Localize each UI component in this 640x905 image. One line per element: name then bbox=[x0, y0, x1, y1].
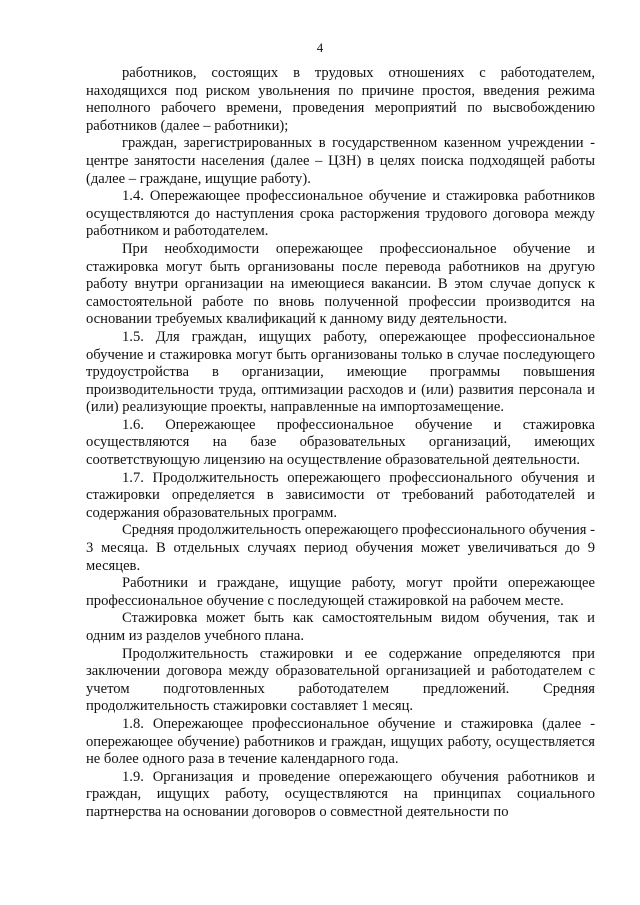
paragraph-1-7: 1.7. Продолжительность опережающего профессионального обучения и стажировки определяется в зависимости от требований работодателей и содержания образовательных программ. bbox=[86, 469, 595, 521]
paragraph-average-duration: Средняя продолжительность опережающего профессионального обучения - 3 месяца. В отдельных случаях период обучения может увеличиваться до 9 месяцев. bbox=[86, 522, 595, 574]
paragraph-internship-duration: Продолжительность стажировки и ее содержание определяются при заключении договора между образовательной организацией и работодателем с учетом подготовленных работодателем предложений. Средняя продолжительность стажировки составляет 1 месяц. bbox=[86, 645, 595, 715]
page-number: 4 bbox=[316, 40, 324, 55]
paragraph-1-8: 1.8. Опережающее профессиональное обучение и стажировка (далее - опережающее обучение) работников и граждан, ищущих работу, осуществляется не более одного раза в течение календарного года. bbox=[86, 715, 595, 768]
paragraph-internship-at-workplace: Работники и граждане, ищущие работу, могут пройти опережающее профессиональное обучение с последующей стажировкой на рабочем месте. bbox=[86, 575, 595, 609]
paragraph-1-9: 1.9. Организация и проведение опережающего обучения работников и граждан, ищущих работу, осуществляются на принципах социального партнерства на основании договоров о совместной деятельности по bbox=[86, 768, 595, 820]
paragraph-1-4: 1.4. Опережающее профессиональное обучение и стажировка работников осуществляются до наступления срока расторжения трудового договора между работником и работодателем. bbox=[86, 188, 595, 240]
document-body bbox=[86, 65, 595, 822]
paragraph-citizens-definition: граждан, зарегистрированных в государственном казенном учреждении - центре занятости населения (далее – ЦЗН) в целях поиска подходящей работы (далее – граждане, ищущие работу). bbox=[86, 135, 595, 187]
paragraph-transfer: При необходимости опережающее профессиональное обучение и стажировка могут быть организованы после перевода работников на другую работу внутри организации на имеющиеся вакансии. В этом случае допуск к самостоятельной работе по вновь полученной профессии производится на основании требуемых квалификаций к данному виду деятельности. bbox=[86, 240, 595, 328]
paragraph-internship-form: Стажировка может быть как самостоятельным видом обучения, так и одним из разделов учебного плана. bbox=[86, 610, 595, 644]
paragraph-1-6: 1.6. Опережающее профессиональное обучение и стажировка осуществляются на базе образовательных организаций, имеющих соответствующую лицензию на осуществление образовательной деятельности. bbox=[86, 416, 595, 469]
paragraph-1-5: 1.5. Для граждан, ищущих работу, опережающее профессиональное обучение и стажировка могут быть организованы только в случае последующего трудоустройства в организации, имеющие программы повышения производительности труда, оптимизации расходов и (или) развития персонала и (или) реализующие проекты, направленные на импортозамещение. bbox=[86, 328, 595, 416]
paragraph-workers-definition: работников, состоящих в трудовых отношениях с работодателем, находящихся под риском увольнения по причине простоя, введения режима неполного рабочего времени, проведения мероприятий по высвобождению работников (далее – работники); bbox=[86, 65, 595, 134]
